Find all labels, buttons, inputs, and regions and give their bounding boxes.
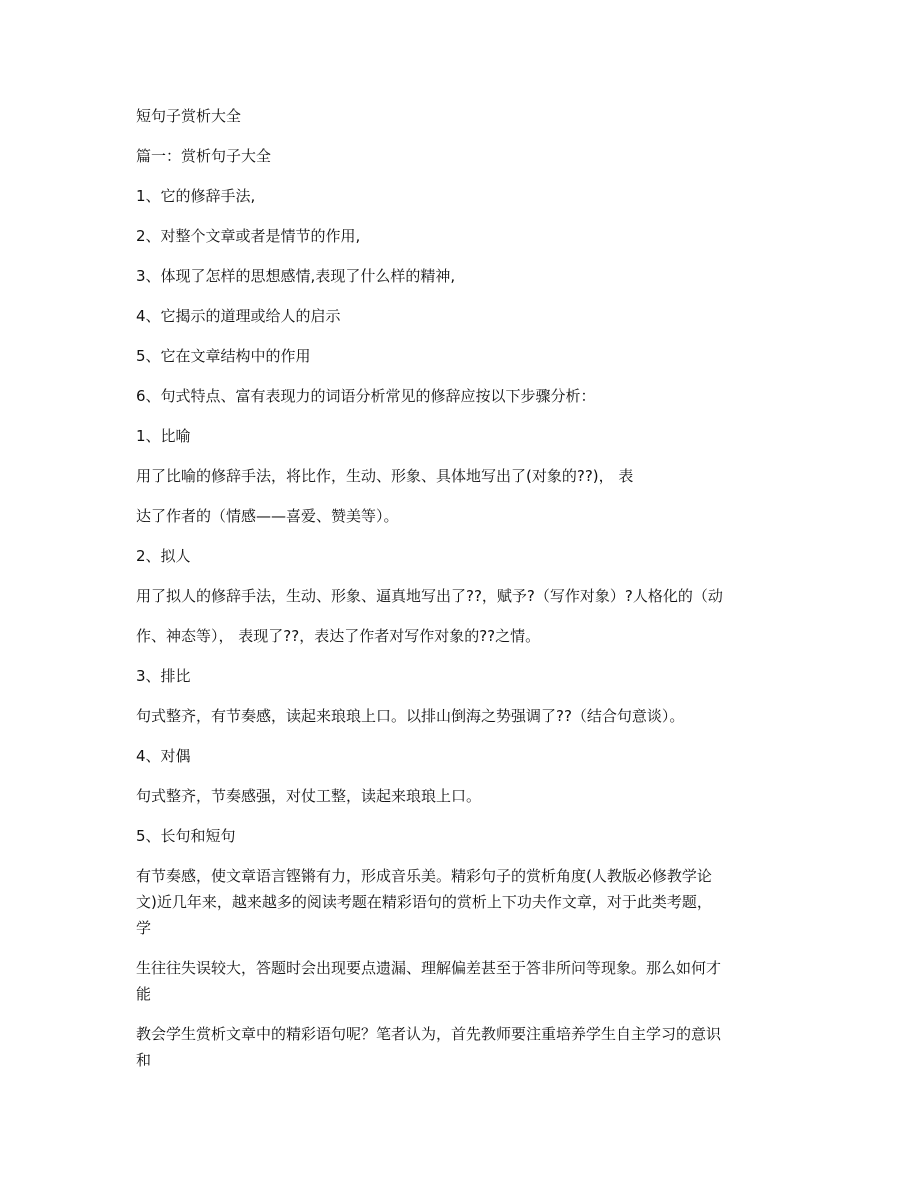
paragraph-line: 用了比喻的修辞手法，将比作，生动、形象、具体地写出了(对象的??)， 表 (136, 467, 634, 485)
paragraph-line: 能 (136, 985, 152, 1003)
document-title: 短句子赏析大全 (136, 107, 242, 125)
paragraph-line: 学 (136, 919, 152, 937)
paragraph-line: 生往往失误较大，答题时会出现要点遗漏、理解偏差甚至于答非所问等现象。那么如何才 (136, 959, 722, 977)
paragraph-line: 用了拟人的修辞手法，生动、形象、逼真地写出了??，赋予?（写作对象）?人格化的（动 (136, 587, 723, 605)
paragraph-line: 有节奏感，使文章语言铿锵有力，形成音乐美。精彩句子的赏析角度(人教版必修教学论 (136, 867, 712, 885)
subheading-metaphor: 1、比喻 (136, 427, 191, 445)
paragraph-line: 1、它的修辞手法, (136, 187, 256, 205)
paragraph-line: 4、它揭示的道理或给人的启示 (136, 307, 341, 325)
paragraph-line: 作、神态等）， 表现了??，表达了作者对写作对象的??之情。 (136, 627, 541, 645)
paragraph-line: 句式整齐，节奏感强，对仗工整，读起来琅琅上口。 (136, 787, 482, 805)
subheading-personification: 2、拟人 (136, 547, 191, 565)
subheading-long-short-sentences: 5、长句和短句 (136, 827, 236, 845)
subheading-parallelism: 3、排比 (136, 667, 191, 685)
paragraph-line: 和 (136, 1051, 152, 1069)
document-body (136, 103, 786, 1073)
paragraph-line: 3、体现了怎样的思想感情,表现了什么样的精神, (136, 267, 456, 285)
paragraph-line: 句式整齐，有节奏感，读起来琅琅上口。以排山倒海之势强调了??（结合句意谈）。 (136, 707, 685, 725)
paragraph-line: 5、它在文章结构中的作用 (136, 347, 311, 365)
paragraph-line: 达了作者的（情感——喜爱、赞美等）。 (136, 507, 399, 525)
paragraph-line: 教会学生赏析文章中的精彩语句呢？笔者认为，首先教师要注重培养学生自主学习的意识 (136, 1025, 722, 1043)
subheading-antithesis: 4、对偶 (136, 747, 191, 765)
paragraph-line: 文)近几年来，越来越多的阅读考题在精彩语句的赏析上下功夫作文章，对于此类考题， (136, 893, 712, 911)
section-heading: 篇一：赏析句子大全 (136, 147, 272, 165)
paragraph-line: 6、句式特点、富有表现力的词语分析常见的修辞应按以下步骤分析： (136, 387, 596, 405)
paragraph-line: 2、对整个文章或者是情节的作用, (136, 227, 361, 245)
